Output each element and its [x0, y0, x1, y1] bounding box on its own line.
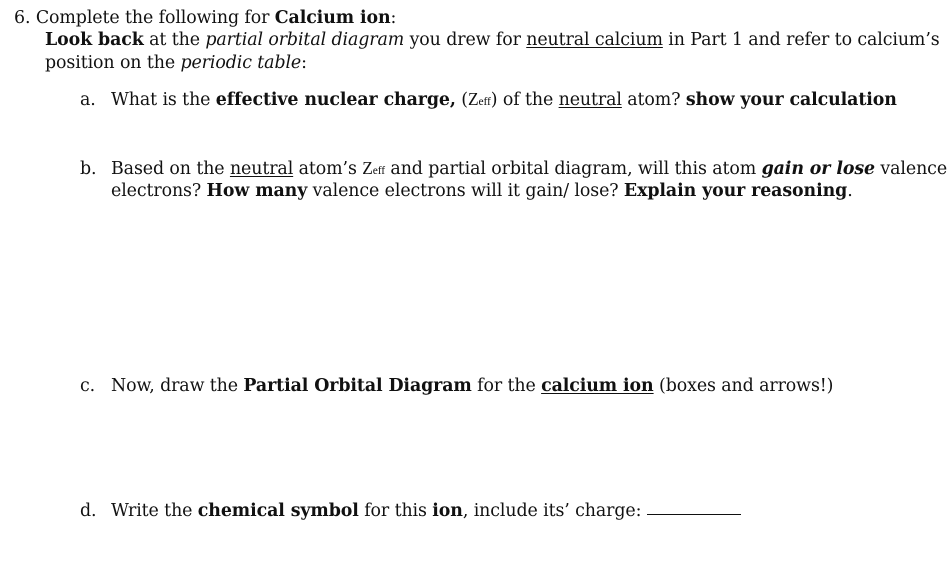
part-c-letter: c. — [80, 376, 96, 396]
show-calculation-text: show your calculation — [685, 90, 897, 110]
part-a: a. What is the effective nuclear charge, (Zeff) of the neutral atom? show your calculation — [80, 89, 897, 110]
instruction-line-1: Look back at the partial orbital diagram you drew for neutral calcium in Part 1 and refer to calcium’s — [45, 30, 940, 50]
part-d: d. Write the chemical symbol for this ion, include its’ charge: — [80, 500, 741, 522]
neutral-text: neutral — [229, 159, 294, 179]
part-b-letter: b. — [80, 159, 97, 179]
part-d-letter: d. — [80, 501, 97, 521]
question-subject: Calcium ion — [274, 8, 391, 28]
chemical-symbol-text: chemical symbol — [197, 501, 359, 521]
part-b-line-1: b. Based on the neutral atom’s Zeff and partial orbital diagram, will this atom gain or lose valence — [80, 158, 948, 179]
calcium-ion-text: calcium ion — [541, 376, 654, 396]
ion-text: ion — [432, 501, 463, 521]
partial-diagram-text: partial orbital diagram — [205, 30, 405, 50]
question-prefix: Complete the following for — [35, 8, 275, 28]
part-c: c. Now, draw the Partial Orbital Diagram for the calcium ion (boxes and arrows!) — [80, 376, 834, 396]
partial-orbital-diagram-text: Partial Orbital Diagram — [243, 376, 472, 396]
how-many-text: How many — [206, 181, 308, 201]
zeff-symbol: Zeff — [362, 158, 385, 178]
gain-or-lose-text: gain or lose — [761, 159, 875, 179]
explain-text: Explain your reasoning — [623, 181, 848, 201]
question-number: 6. — [14, 8, 31, 28]
answer-blank[interactable] — [647, 513, 741, 515]
zeff-symbol: Zeff — [467, 89, 491, 109]
part-a-letter: a. — [80, 90, 96, 110]
effective-charge-text: effective nuclear charge, — [215, 90, 456, 110]
question-heading: 6. Complete the following for Calcium ion: — [14, 8, 397, 28]
neutral-text: neutral — [558, 90, 622, 110]
periodic-table-text: periodic table — [180, 53, 302, 73]
look-back-text: Look back — [45, 30, 144, 50]
instruction-line-2: position on the periodic table: — [45, 53, 307, 73]
neutral-calcium-text: neutral calcium — [526, 30, 663, 50]
part-b-line-2: electrons? How many valence electrons will it gain/ lose? Explain your reasoning. — [111, 181, 853, 201]
